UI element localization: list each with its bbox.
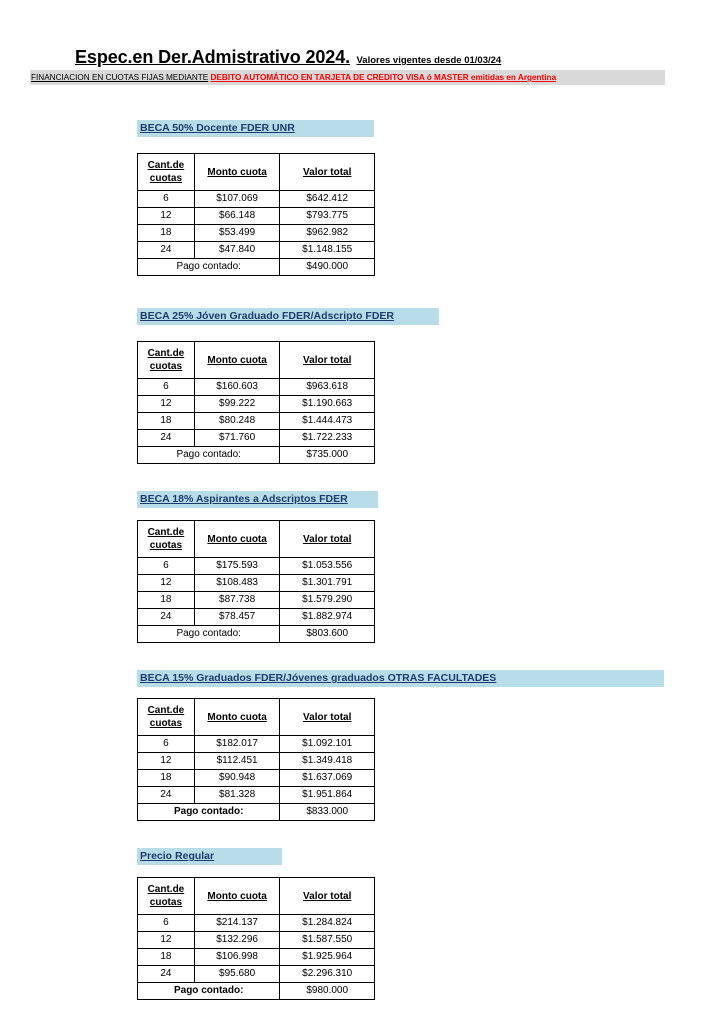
- table-header-row: [138, 878, 375, 915]
- col-header-cuotas: Cant.de cuotas: [138, 154, 195, 191]
- cell-monto: $107.069: [194, 191, 280, 208]
- section-precio-regular: [137, 848, 353, 996]
- cash-payment-row: [138, 626, 375, 643]
- cell-cuotas: 6: [138, 191, 195, 208]
- cell-cuotas: 12: [138, 575, 195, 592]
- cell-valor: $1.284.824: [280, 915, 375, 932]
- cell-cuotas: 12: [138, 208, 195, 225]
- cell-valor: $1.882.974: [280, 609, 375, 626]
- cash-payment-row: [138, 804, 375, 821]
- table-row: [138, 379, 375, 396]
- cell-monto: $80.248: [194, 413, 280, 430]
- cell-valor: $1.579.290: [280, 592, 375, 609]
- cell-valor: $1.190.663: [280, 396, 375, 413]
- section-title: Precio Regular: [137, 848, 282, 865]
- document-title: Espec.en Der.Admistrativo 2024.: [75, 47, 351, 67]
- cell-valor: $1.951.864: [280, 787, 375, 804]
- table-row: [138, 753, 375, 770]
- cell-cuotas: 12: [138, 932, 195, 949]
- table-row: [138, 413, 375, 430]
- table-header-row: [138, 342, 375, 379]
- cell-cuotas: 6: [138, 558, 195, 575]
- cell-cuotas: 12: [138, 396, 195, 413]
- cell-cuotas: 24: [138, 787, 195, 804]
- installments-table: [137, 877, 375, 1000]
- col-header-cuotas: Cant.de cuotas: [138, 699, 195, 736]
- table-row: [138, 770, 375, 787]
- document-title-line: [75, 47, 501, 68]
- cash-payment-label: Pago contado:: [138, 626, 280, 643]
- cell-valor: $2.296.310: [280, 966, 375, 983]
- cell-monto: $66.148: [194, 208, 280, 225]
- col-header-valor: Valor total: [280, 342, 375, 379]
- cell-valor: $1.637.069: [280, 770, 375, 787]
- cell-monto: $108.483: [194, 575, 280, 592]
- cell-cuotas: 12: [138, 753, 195, 770]
- financing-prefix: FINANCIACION EN CUOTAS FIJAS MEDIANTE: [31, 73, 209, 82]
- section-title: BECA 50% Docente FDER UNR: [137, 120, 374, 137]
- cell-valor: $1.301.791: [280, 575, 375, 592]
- table-row: [138, 575, 375, 592]
- table-row: [138, 915, 375, 932]
- col-header-valor: Valor total: [280, 521, 375, 558]
- col-header-cuotas: Cant.de cuotas: [138, 521, 195, 558]
- table-row: [138, 932, 375, 949]
- installments-table: [137, 520, 375, 643]
- installments-table: [137, 341, 375, 464]
- cell-monto: $78.457: [194, 609, 280, 626]
- cell-valor: $642.412: [280, 191, 375, 208]
- financing-highlight: DEBITO AUTOMÁTICO EN TARJETA DE CREDITO VISA ó MASTER emitidas en Argentina: [210, 73, 557, 82]
- cash-payment-row: [138, 983, 375, 1000]
- col-header-valor: Valor total: [280, 699, 375, 736]
- cell-cuotas: 18: [138, 770, 195, 787]
- cash-payment-label: Pago contado:: [138, 447, 280, 464]
- col-header-valor: Valor total: [280, 878, 375, 915]
- cell-monto: $47.840: [194, 242, 280, 259]
- cell-monto: $182.017: [194, 736, 280, 753]
- cell-valor: $1.925.964: [280, 949, 375, 966]
- cell-monto: $132.296: [194, 932, 280, 949]
- cell-monto: $71.760: [194, 430, 280, 447]
- financing-banner: [30, 70, 665, 85]
- cell-cuotas: 18: [138, 592, 195, 609]
- cell-cuotas: 24: [138, 430, 195, 447]
- cell-cuotas: 24: [138, 966, 195, 983]
- cell-monto: $90.948: [194, 770, 280, 787]
- cell-valor: $1.148.155: [280, 242, 375, 259]
- cell-cuotas: 6: [138, 736, 195, 753]
- cell-valor: $1.587.550: [280, 932, 375, 949]
- cell-valor: $962.982: [280, 225, 375, 242]
- section-title: BECA 15% Graduados FDER/Jóvenes graduados OTRAS FACULTADES: [137, 670, 664, 687]
- cell-monto: $99.222: [194, 396, 280, 413]
- table-row: [138, 787, 375, 804]
- cell-monto: $106.998: [194, 949, 280, 966]
- cell-valor: $1.053.556: [280, 558, 375, 575]
- cash-payment-label: Pago contado:: [138, 259, 280, 276]
- section-beca-50: [137, 120, 374, 272]
- table-row: [138, 430, 375, 447]
- table-row: [138, 592, 375, 609]
- cell-cuotas: 18: [138, 413, 195, 430]
- cash-payment-value: $490.000: [280, 259, 375, 276]
- cell-valor: $1.349.418: [280, 753, 375, 770]
- cell-cuotas: 18: [138, 225, 195, 242]
- cash-payment-row: [138, 447, 375, 464]
- cell-monto: $81.328: [194, 787, 280, 804]
- cell-valor: $793.775: [280, 208, 375, 225]
- col-header-monto: Monto cuota: [194, 699, 280, 736]
- cash-payment-value: $980.000: [280, 983, 375, 1000]
- section-beca-25: [137, 308, 439, 460]
- cash-payment-row: [138, 259, 375, 276]
- cell-valor: $1.444.473: [280, 413, 375, 430]
- section-beca-15: [137, 670, 664, 817]
- installments-table: [137, 153, 375, 276]
- cell-monto: $160.603: [194, 379, 280, 396]
- table-row: [138, 966, 375, 983]
- table-header-row: [138, 699, 375, 736]
- cash-payment-value: $833.000: [280, 804, 375, 821]
- cell-cuotas: 6: [138, 379, 195, 396]
- cell-cuotas: 6: [138, 915, 195, 932]
- col-header-cuotas: Cant.de cuotas: [138, 878, 195, 915]
- cell-monto: $87.738: [194, 592, 280, 609]
- table-row: [138, 949, 375, 966]
- cash-payment-value: $803.600: [280, 626, 375, 643]
- cash-payment-label: Pago contado:: [138, 804, 280, 821]
- table-row: [138, 225, 375, 242]
- cell-monto: $95.680: [194, 966, 280, 983]
- col-header-monto: Monto cuota: [194, 878, 280, 915]
- table-row: [138, 736, 375, 753]
- table-header-row: [138, 521, 375, 558]
- cell-cuotas: 24: [138, 242, 195, 259]
- section-beca-18: [137, 491, 378, 639]
- installments-table: [137, 698, 375, 821]
- col-header-cuotas: Cant.de cuotas: [138, 342, 195, 379]
- section-title: BECA 25% Jóven Graduado FDER/Adscripto FDER: [137, 308, 439, 325]
- cell-valor: $963.618: [280, 379, 375, 396]
- table-row: [138, 609, 375, 626]
- cell-monto: $214.137: [194, 915, 280, 932]
- table-row: [138, 242, 375, 259]
- col-header-monto: Monto cuota: [194, 342, 280, 379]
- cash-payment-label: Pago contado:: [138, 983, 280, 1000]
- cell-cuotas: 24: [138, 609, 195, 626]
- table-row: [138, 191, 375, 208]
- col-header-valor: Valor total: [280, 154, 375, 191]
- cell-cuotas: 18: [138, 949, 195, 966]
- cell-valor: $1.092.101: [280, 736, 375, 753]
- cash-payment-value: $735.000: [280, 447, 375, 464]
- col-header-monto: Monto cuota: [194, 521, 280, 558]
- table-row: [138, 396, 375, 413]
- section-title: BECA 18% Aspirantes a Adscriptos FDER: [137, 491, 378, 508]
- table-row: [138, 208, 375, 225]
- cell-valor: $1.722.233: [280, 430, 375, 447]
- col-header-monto: Monto cuota: [194, 154, 280, 191]
- cell-monto: $53.499: [194, 225, 280, 242]
- cell-monto: $175.593: [194, 558, 280, 575]
- table-row: [138, 558, 375, 575]
- table-header-row: [138, 154, 375, 191]
- cell-monto: $112.451: [194, 753, 280, 770]
- validity-date: Valores vigentes desde 01/03/24: [356, 55, 502, 66]
